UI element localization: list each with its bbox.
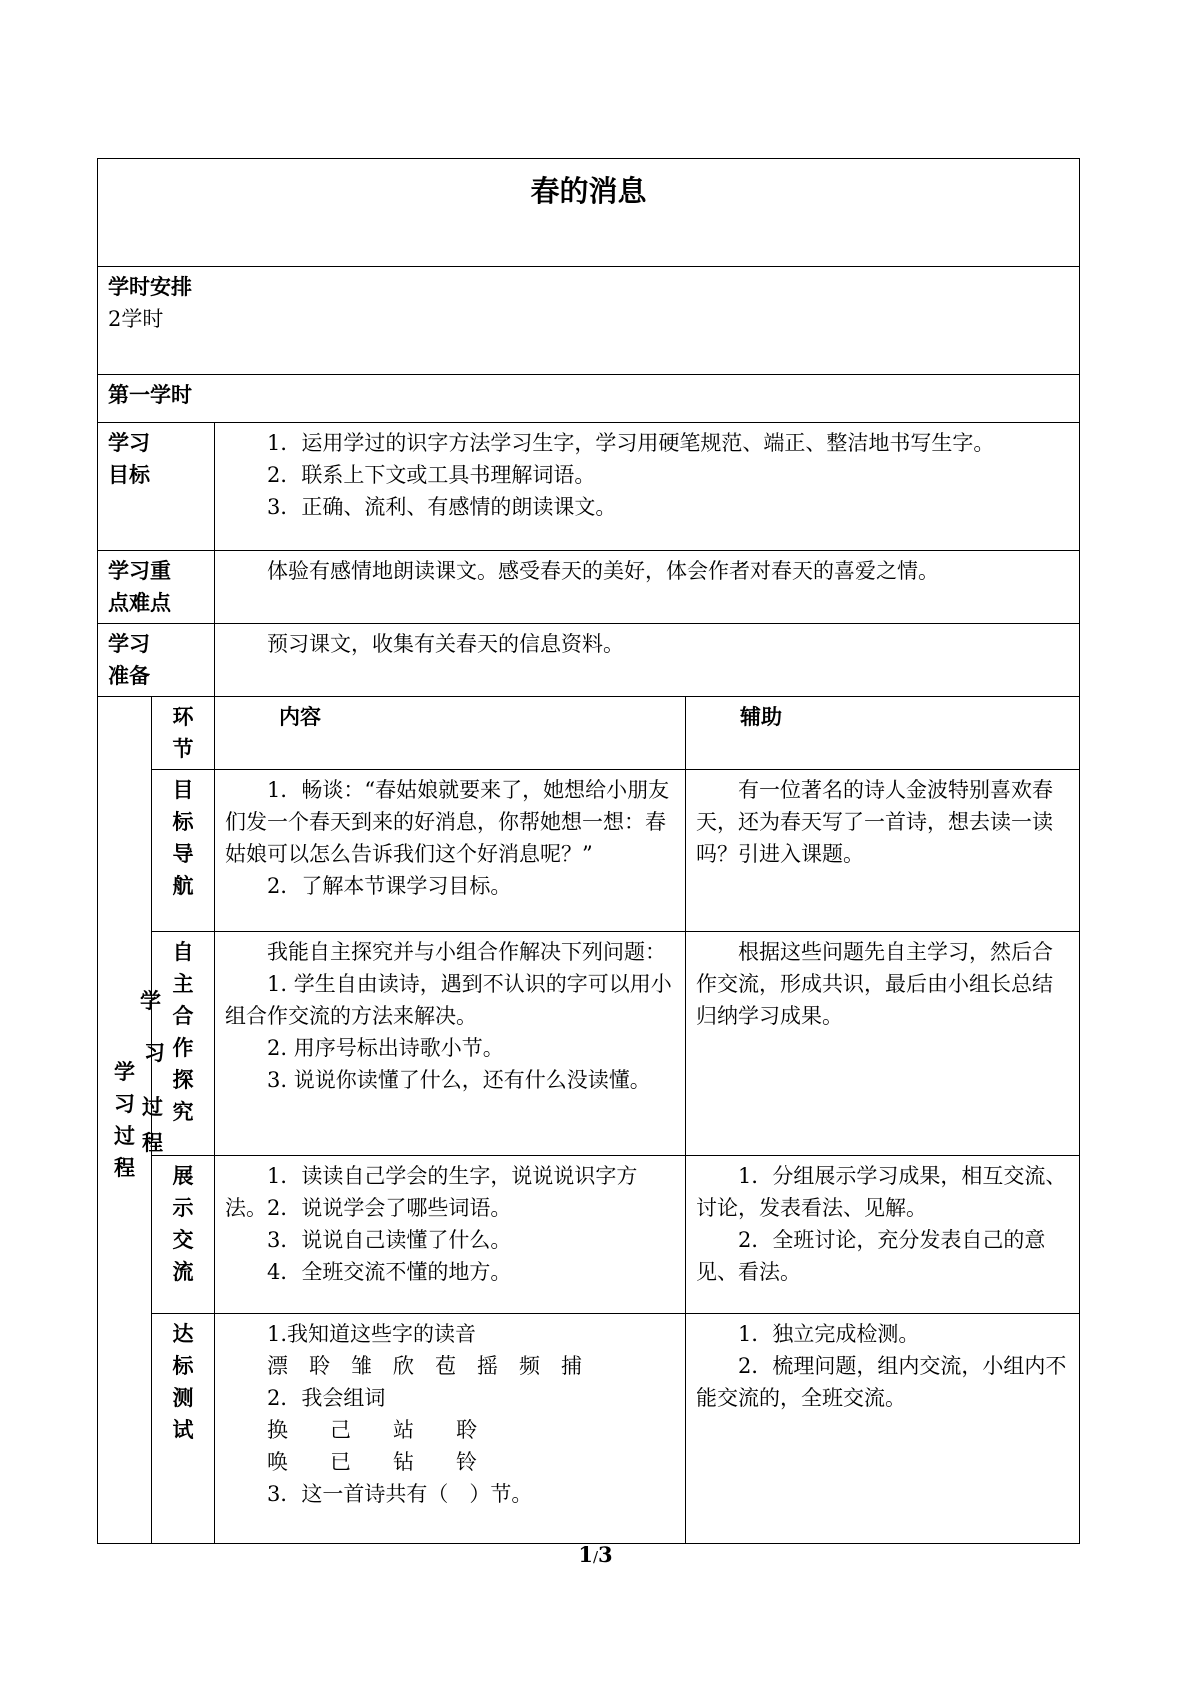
assist-line: 根据这些问题先自主学习，然后合作交流，形成共识，最后由小组长总结归纳学习成果。 (696, 940, 1053, 1028)
page-separator: / (592, 1548, 599, 1566)
page-current: 1 (578, 1542, 593, 1567)
assist-line: 1．分组展示学习成果，相互交流、讨论，发表看法、见解。 (696, 1164, 1067, 1220)
stage-name-char: 自 (172, 939, 194, 964)
content-line: 我能自主探究并与小组合作解决下列问题： (267, 940, 666, 964)
objectives-label-line: 目标 (108, 462, 150, 487)
objective-item: 1．运用学过的识字方法学习生字，学习用硬笔规范、端正、整洁地书写生字。 (267, 431, 995, 455)
stage-name-char: 目 (172, 777, 194, 802)
stage-header-char: 环 (172, 704, 194, 729)
preparation-content (215, 624, 1080, 697)
stage-header-char: 节 (172, 736, 194, 761)
page-number (0, 1542, 1191, 1567)
process-label (98, 697, 152, 1544)
schedule-cell (98, 267, 1080, 375)
assist-line: 有一位著名的诗人金波特别喜欢春天，还为春天写了一首诗，想去读一读吗？引进入课题。 (696, 778, 1053, 866)
page-total: 3 (598, 1542, 613, 1567)
overlay-char: 学 (140, 988, 161, 1013)
stage-name-char: 合 (172, 1003, 194, 1028)
stage-assist (686, 770, 1080, 932)
stage-name-char: 试 (172, 1417, 194, 1442)
stage-name (152, 932, 215, 1156)
content-line: 1．读读自己学会的生字，说说说识字方法。2．说说学会了哪些词语。 (225, 1164, 638, 1220)
overlay-char: 习 (144, 1040, 165, 1065)
content-line: 1. 学生自由读诗，遇到不认识的字可以用小组合作交流的方法来解决。 (225, 972, 672, 1028)
stage-name-char: 探 (172, 1067, 194, 1092)
stage-name-char: 主 (172, 971, 194, 996)
objectives-label-line: 学习 (108, 430, 150, 455)
stage-name-char: 达 (172, 1321, 194, 1346)
assist-header: 辅助 (686, 697, 1080, 770)
stage-header (152, 697, 215, 770)
objective-item: 2．联系上下文或工具书理解词语。 (267, 463, 596, 487)
stage-name-char: 展 (172, 1163, 194, 1188)
keypoints-label-line: 点难点 (108, 590, 171, 615)
objectives-label (98, 423, 215, 551)
keypoints-content (215, 551, 1080, 624)
assist-line: 2．全班讨论，充分发表自己的意见、看法。 (696, 1228, 1046, 1284)
period-label: 第一学时 (98, 375, 1080, 423)
stage-name (152, 770, 215, 932)
lesson-plan-table (97, 158, 1080, 1544)
objectives-content (215, 423, 1080, 551)
content-line: 3．这一首诗共有（ ）节。 (267, 1482, 533, 1506)
content-line: 换 己 站 聆 (267, 1418, 477, 1442)
content-line: 唤 已 钻 铃 (267, 1450, 477, 1474)
content-line: 1.我知道这些字的读音 (267, 1322, 477, 1346)
preparation-text: 预习课文，收集有关春天的信息资料。 (267, 632, 624, 656)
stage-assist (686, 932, 1080, 1156)
preparation-label-line: 准备 (108, 663, 150, 688)
stage-name-char: 作 (172, 1035, 194, 1060)
stage-name-char: 标 (172, 809, 194, 834)
keypoints-label-line: 学习重 (108, 558, 171, 583)
overlay-char: 过 (142, 1094, 163, 1119)
content-line: 2．我会组词 (267, 1386, 386, 1410)
content-header: 内容 (215, 697, 686, 770)
stage-name-char: 测 (172, 1385, 194, 1410)
schedule-label: 学时安排 (108, 274, 192, 299)
stage-content (215, 1156, 686, 1314)
stage-name (152, 1314, 215, 1544)
content-line: 4．全班交流不懂的地方。 (267, 1260, 512, 1284)
preparation-label (98, 624, 215, 697)
content-line: 2．了解本节课学习目标。 (267, 874, 512, 898)
process-label-char: 过 (114, 1123, 135, 1148)
stage-name-char: 示 (172, 1195, 194, 1220)
process-label-char: 习 (114, 1091, 135, 1116)
stage-name-char: 导 (172, 841, 194, 866)
stage-assist (686, 1314, 1080, 1544)
content-line: 漂 聆 雏 欣 苞 摇 频 捕 (267, 1354, 582, 1378)
process-label-char: 程 (114, 1155, 135, 1180)
content-line: 3. 说说你读懂了什么，还有什么没读懂。 (267, 1068, 651, 1092)
doc-title: 春的消息 (98, 159, 1080, 267)
preparation-label-line: 学习 (108, 631, 150, 656)
stage-name-char: 流 (172, 1259, 194, 1284)
content-line: 3．说说自己读懂了什么。 (267, 1228, 512, 1252)
stage-name-char: 航 (172, 873, 194, 898)
stage-name (152, 1156, 215, 1314)
schedule-value: 2学时 (108, 307, 164, 331)
assist-line: 1．独立完成检测。 (738, 1322, 920, 1346)
process-label-char: 学 (114, 1059, 135, 1084)
content-line: 1．畅谈：“春姑娘就要来了，她想给小朋友们发一个春天到来的好消息，你帮她想一想：春姑娘可以怎么告诉我们这个好消息呢？” (225, 778, 670, 866)
content-line: 2. 用序号标出诗歌小节。 (267, 1036, 504, 1060)
stage-name-char: 究 (172, 1099, 194, 1124)
objective-item: 3．正确、流利、有感情的朗读课文。 (267, 495, 617, 519)
stage-name-char: 标 (172, 1353, 194, 1378)
keypoints-label (98, 551, 215, 624)
overlay-char: 程 (142, 1130, 163, 1155)
stage-assist (686, 1156, 1080, 1314)
stage-name-char: 交 (172, 1227, 194, 1252)
stage-content (215, 932, 686, 1156)
stage-content (215, 1314, 686, 1544)
stage-content (215, 770, 686, 932)
assist-line: 2．梳理问题，组内交流，小组内不能交流的，全班交流。 (696, 1354, 1067, 1410)
keypoints-text: 体验有感情地朗读课文。感受春天的美好，体会作者对春天的喜爱之情。 (267, 559, 939, 583)
